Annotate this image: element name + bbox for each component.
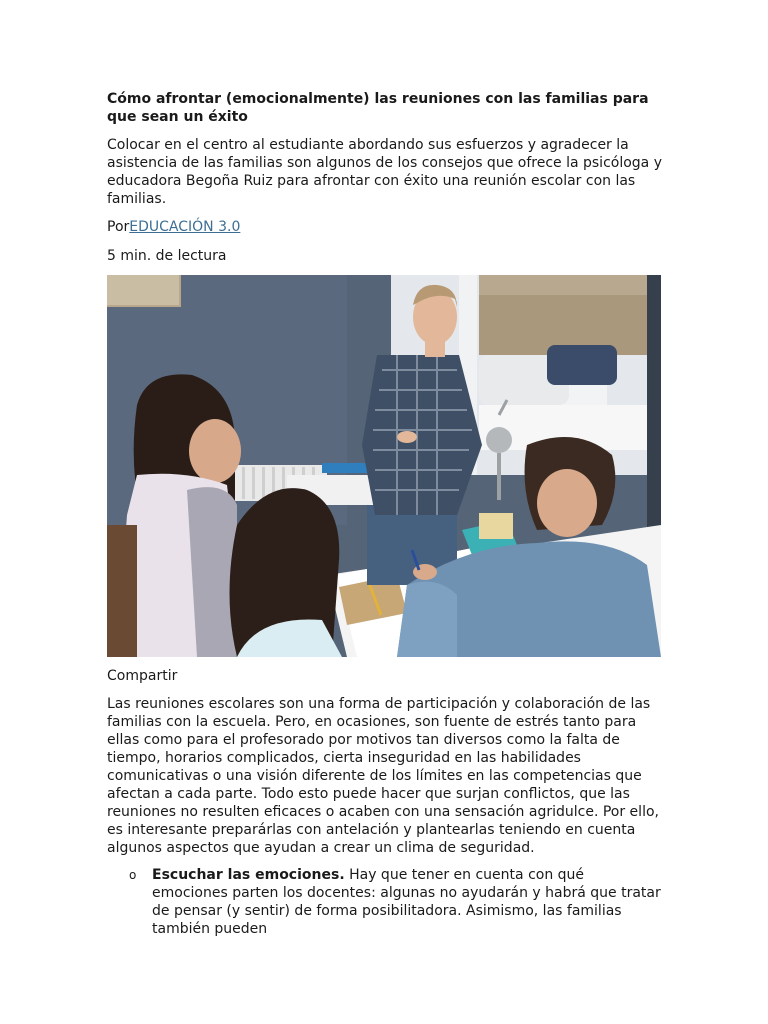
article-lead: Colocar en el centro al estudiante abordando sus esfuerzos y agradecer la asistencia de las familias son algunos de los consejos que ofrece la psicóloga y educadora Begoña Ruiz para afrontar con éxito una reunión escolar con las familias. xyxy=(107,137,662,207)
article-photo xyxy=(107,275,661,657)
bullet-body: Hay que tener en cuenta con qué emociones parten los docentes: algunas no ayudarán y habrá que tratar de pensar (y sentir) de forma posibilitadora. Asimismo, las familias también pueden xyxy=(152,867,661,937)
article-title: Cómo afrontar (emocionalmente) las reuniones con las familias para que sean un éxito xyxy=(107,91,649,125)
byline xyxy=(107,218,240,236)
share-link[interactable]: Compartir xyxy=(107,668,178,684)
byline-prefix: Por xyxy=(107,219,130,235)
bullet-marker: o xyxy=(129,868,137,882)
author-link[interactable]: EDUCACIÓN 3.0 xyxy=(129,219,241,235)
body-paragraph: Las reuniones escolares son una forma de participación y colaboración de las familias con la escuela. Pero, en ocasiones, son fuente de estrés tanto para ellas como para el profesorado por motivos tan diversos como la falta de tiempo, horarios complicados, cierta inseguridad en las habilidades comunicativas o una visión diferente de los límites en las competencias que afectan a cada parte. Todo esto puede hacer que surjan conflictos, que las reuniones no resulten eficaces o acaben con una sensación agridulce. Por ello, es interesante preparárlas con antelación y plantearlas teniendo en cuenta algunos aspectos que ayudan a crear un clima de seguridad. xyxy=(107,696,659,856)
read-time: 5 min. de lectura xyxy=(107,248,227,264)
bullet-text xyxy=(152,866,662,938)
bullet-heading: Escuchar las emociones. xyxy=(152,867,345,883)
